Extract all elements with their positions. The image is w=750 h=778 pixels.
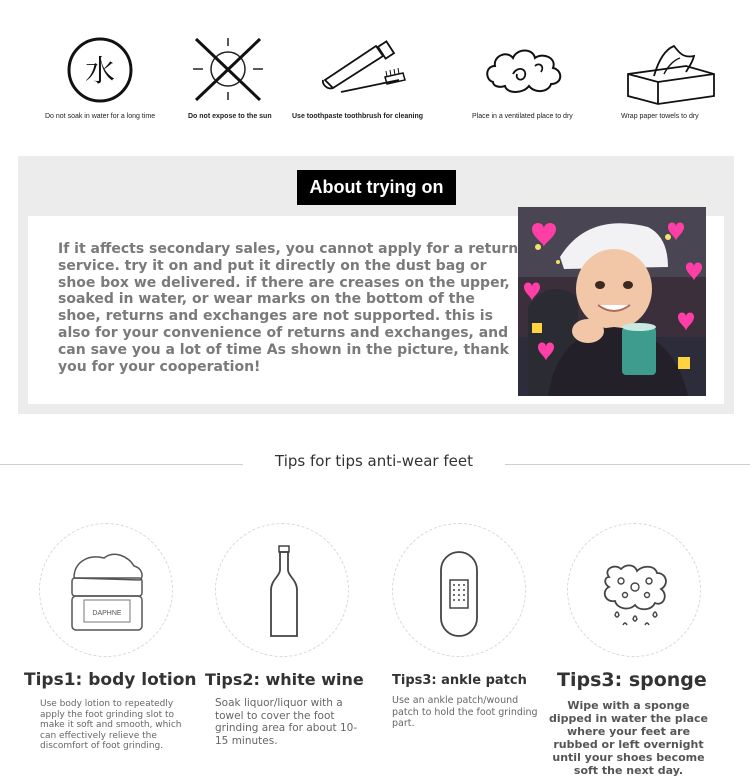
body-lotion-jar-icon xyxy=(64,548,150,634)
care-label-toothpaste: Use toothpaste toothbrush for cleaning xyxy=(292,113,424,120)
jar-label: DAPHNE xyxy=(92,610,122,617)
care-label-soak: Do not soak in water for a long time xyxy=(45,113,156,120)
tip-title-patch: Tips3: ankle patch xyxy=(392,673,527,688)
no-sun-icon xyxy=(191,34,265,104)
water-kanji-glyph: 水 xyxy=(85,54,115,89)
tip-desc-wine: Soak liquor/liquor with a towel to cover the foot grinding area for about 10-15 minutes. xyxy=(215,697,358,747)
tissue-box-icon xyxy=(624,40,718,106)
ventilation-cloud-icon xyxy=(483,44,565,96)
tip-desc-lotion: Use body lotion to repeatedly apply the foot grinding slot to make it soft and smooth, which can effectively relieve the discomfort of foot grinding. xyxy=(40,699,182,752)
care-label-sun: Do not expose to the sun xyxy=(188,113,272,120)
toothpaste-toothbrush-icon xyxy=(321,40,413,102)
tip-title-sponge: Tips3: sponge xyxy=(557,669,707,691)
tip-desc-patch: Use an ankle patch/wound patch to hold the foot grinding part. xyxy=(392,695,538,729)
tips-divider-right xyxy=(498,464,750,465)
sponge-icon xyxy=(601,563,671,631)
care-label-tissue: Wrap paper towels to dry xyxy=(621,113,699,120)
child-photo xyxy=(518,207,706,396)
tip-title-wine: Tips2: white wine xyxy=(205,670,364,689)
about-text: If it affects secondary sales, you cannot apply for a return service. try it on and put it directly on the dust bag or shoe box we delivered. if there are creases on the upper, soaked in water, or wear marks on the bottom of the shoe, returns and exchanges are not supported. this is also for your convenience of returns and exchanges, and can save you a lot of time As shown in the picture, thank you for your cooperation! xyxy=(58,241,519,375)
bandage-icon xyxy=(438,550,480,638)
water-kanji-icon xyxy=(66,36,134,104)
care-label-ventilated: Place in a ventilated place to dry xyxy=(472,113,573,120)
tip-desc-sponge: Wipe with a sponge dipped in water the place where your feet are rubbed or left overnight until your shoes become soft the next day. xyxy=(549,699,708,777)
about-title: About trying on xyxy=(297,170,456,205)
tips-heading: Tips for tips anti-wear feet xyxy=(243,452,505,470)
wine-bottle-icon xyxy=(266,544,302,640)
tip-title-lotion: Tips1: body lotion xyxy=(24,670,197,690)
tips-divider-left xyxy=(0,464,250,465)
